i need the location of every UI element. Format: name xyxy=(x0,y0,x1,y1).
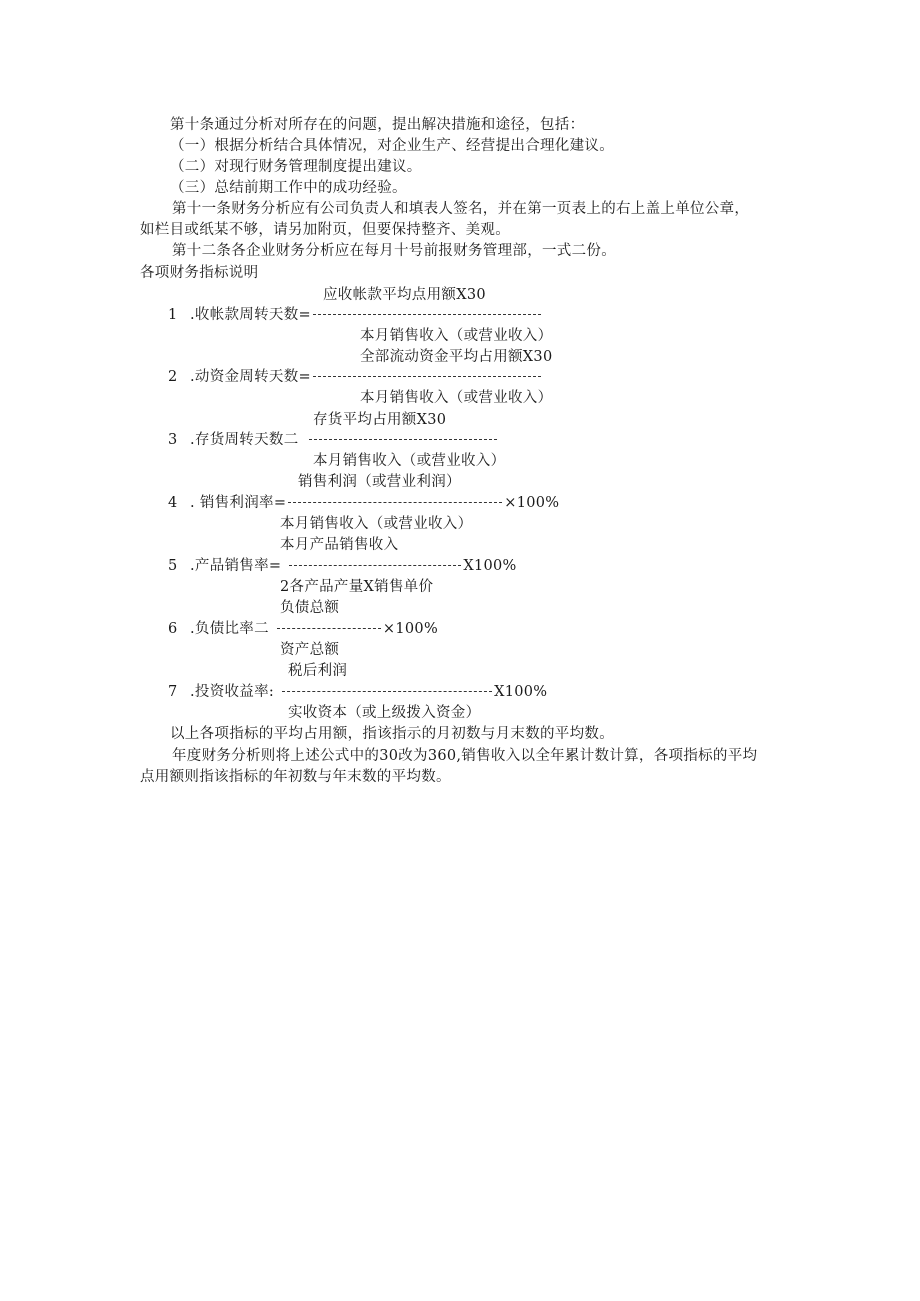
formula-1-numerator: 应收帐款平均点用额X30 xyxy=(323,287,486,303)
formula-6-label: .负债比率二 xyxy=(190,621,269,637)
formula-2-denominator: 本月销售收入（或营业收入） xyxy=(360,390,553,406)
formula-5-label: .产品销售率= xyxy=(190,558,282,574)
formula-5-number: 5 xyxy=(168,558,178,574)
formula-5-fraction-bar xyxy=(289,565,461,566)
formula-7-denominator: 实收资本（或上级拨入资金） xyxy=(288,705,481,721)
formula-2-fraction-bar xyxy=(313,376,541,377)
article-10-item-3: （三）总结前期工作中的成功经验。 xyxy=(170,180,407,196)
formula-3-number: 3 xyxy=(168,432,178,448)
formula-4-suffix: ×100% xyxy=(504,495,560,511)
formula-3-fraction-bar xyxy=(309,439,497,440)
article-10-item-2: （二）对现行财务管理制度提出建议。 xyxy=(170,159,422,175)
article-11-line-1: 第十一条财务分析应有公司负责人和填表人签名，并在第一页表上的右上盖上单位公章， xyxy=(172,201,750,217)
formula-7-numerator: 税后利润 xyxy=(288,663,348,679)
closing-line-3: 点用额则指该指标的年初数与年末数的平均数。 xyxy=(140,769,451,785)
indicators-heading: 各项财务指标说明 xyxy=(140,265,259,281)
formula-3-line xyxy=(168,431,499,449)
formula-2-label: .动资金周转天数= xyxy=(190,369,311,385)
formula-1-line xyxy=(168,306,543,324)
formula-6-fraction-bar xyxy=(277,628,381,629)
article-10-title: 第十条通过分析对所存在的问题，提出解决措施和途径，包括： xyxy=(170,117,585,133)
formula-4-fraction-bar xyxy=(288,502,502,503)
formula-1-denominator: 本月销售收入（或营业收入） xyxy=(360,328,553,344)
formula-6-numerator: 负债总额 xyxy=(280,600,340,616)
formula-6-line xyxy=(168,620,438,638)
formula-7-fraction-bar xyxy=(282,691,492,692)
formula-4-number: 4 xyxy=(168,495,178,511)
formula-4-denominator: 本月销售收入（或营业收入） xyxy=(280,516,473,532)
formula-6-number: 6 xyxy=(168,621,178,637)
formula-5-numerator: 本月产品销售收入 xyxy=(280,537,399,553)
article-11-line-2: 如栏目或纸某不够，请另加附页，但要保持整齐、美观。 xyxy=(140,222,510,238)
formula-1-fraction-bar xyxy=(313,314,541,315)
formula-7-label: .投资收益率: xyxy=(190,684,275,700)
formula-4-label: . 销售利润率= xyxy=(190,495,287,511)
closing-line-1: 以上各项指标的平均占用额，指该指示的月初数与月末数的平均数。 xyxy=(170,726,614,742)
formula-7-suffix: X100% xyxy=(494,684,548,700)
closing-line-2: 年度财务分析则将上述公式中的30改为360,销售收入以全年累计数计算，各项指标的平均 xyxy=(172,748,758,764)
formula-5-line xyxy=(168,557,517,575)
formula-7-line xyxy=(168,683,547,701)
formula-3-label: .存货周转天数二 xyxy=(190,432,299,448)
article-10-item-1: （一）根据分析结合具体情况，对企业生产、经营提出合理化建议。 xyxy=(170,138,614,154)
formula-2-line xyxy=(168,368,543,386)
formula-4-line xyxy=(168,494,559,512)
formula-1-number: 1 xyxy=(168,307,178,323)
formula-5-denominator: 2各产品产量X销售单价 xyxy=(280,579,434,595)
formula-1-label: .收帐款周转天数= xyxy=(190,307,311,323)
formula-7-number: 7 xyxy=(168,684,178,700)
formula-2-numerator: 全部流动资金平均占用额X30 xyxy=(360,349,553,365)
formula-3-numerator: 存货平均占用额X30 xyxy=(313,412,447,428)
formula-2-number: 2 xyxy=(168,369,178,385)
formula-3-denominator: 本月销售收入（或营业收入） xyxy=(313,453,506,469)
formula-6-suffix: ×100% xyxy=(382,621,439,637)
formula-4-numerator: 销售利润（或营业利润） xyxy=(298,474,461,490)
article-12: 第十二条各企业财务分析应在每月十号前报财务管理部，一式二份。 xyxy=(172,243,616,259)
formula-5-suffix: X100% xyxy=(463,558,517,574)
formula-6-denominator: 资产总额 xyxy=(280,642,340,658)
